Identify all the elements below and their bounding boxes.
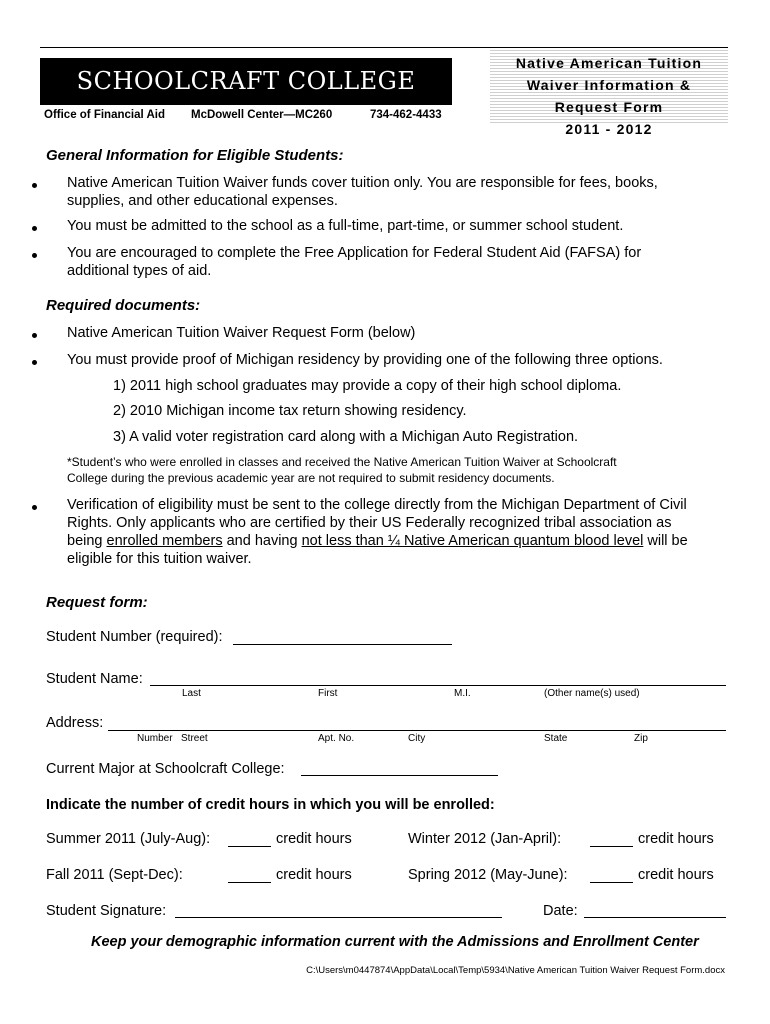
- addr-label-street: Street: [181, 733, 208, 744]
- student-number-label: Student Number (required):: [46, 629, 223, 645]
- major-field[interactable]: [301, 775, 498, 776]
- date-field[interactable]: [584, 917, 726, 918]
- date-label: Date:: [543, 903, 578, 919]
- college-logo: SCHOOLCRAFT COLLEGE: [40, 58, 452, 104]
- enrolled-members-text: enrolled members: [106, 533, 223, 549]
- name-label-other: (Other name(s) used): [544, 688, 640, 699]
- form-title-line-2: Waiver Information &: [526, 77, 692, 93]
- bullet: [32, 505, 37, 510]
- major-label: Current Major at Schoolcraft College:: [46, 761, 285, 777]
- credit-hours-heading: Indicate the number of credit hours in which you will be enrolled:: [46, 797, 495, 813]
- student-number-field[interactable]: [233, 644, 452, 645]
- logo-underline: [40, 104, 452, 105]
- residency-option-2: 2) 2010 Michigan income tax return showing residency.: [113, 403, 467, 419]
- summer-label: Summer 2011 (July-Aug):: [46, 831, 211, 847]
- addr-label-zip: Zip: [634, 733, 648, 744]
- required-docs-heading: Required documents:: [46, 297, 201, 314]
- general-item-3-line-2: additional types of aid.: [67, 263, 212, 279]
- general-item-3-line-1: You are encouraged to complete the Free Application for Federal Student Aid (FAFSA) for: [67, 245, 642, 261]
- winter-credits-field[interactable]: [590, 846, 633, 847]
- addr-label-number: Number: [137, 733, 173, 744]
- signature-field[interactable]: [175, 917, 502, 918]
- name-label-last: Last: [182, 688, 201, 699]
- summer-credit-hours-text: credit hours: [276, 831, 352, 847]
- summer-credits-field[interactable]: [228, 846, 271, 847]
- name-label-mi: M.I.: [454, 688, 471, 699]
- verification-line-2: Rights. Only applicants who are certified by their US Federally recognized tribal association as: [67, 515, 672, 531]
- bullet: [32, 360, 37, 365]
- winter-label: Winter 2012 (Jan-April):: [408, 831, 562, 847]
- bullet: [32, 253, 37, 258]
- addr-label-apt: Apt. No.: [318, 733, 355, 744]
- required-item-1: Native American Tuition Waiver Request Form (below): [67, 325, 416, 341]
- residency-note-line-2: College during the previous academic year are not required to submit residency documents.: [67, 471, 555, 485]
- bullet: [32, 226, 37, 231]
- bullet: [32, 183, 37, 188]
- general-info-heading: General Information for Eligible Students:: [46, 147, 344, 164]
- verification-line-1: Verification of eligibility must be sent to the college directly from the Michigan Department of Civil: [67, 497, 687, 513]
- general-item-1-line-2: supplies, and other educational expenses.: [67, 193, 338, 209]
- office-name: Office of Financial Aid: [44, 109, 165, 121]
- name-label-first: First: [318, 688, 338, 699]
- verification-line-3: being enrolled members and having not less than ¼ Native American quantum blood level will be: [67, 533, 688, 549]
- required-item-2: You must provide proof of Michigan residency by providing one of the following three options.: [67, 352, 663, 368]
- demographic-reminder: Keep your demographic information current with the Admissions and Enrollment Center: [91, 934, 699, 950]
- student-name-label: Student Name:: [46, 671, 143, 687]
- header-rule: [40, 47, 728, 48]
- form-title-year: 2011 - 2012: [565, 121, 653, 137]
- form-title-line-1: Native American Tuition: [515, 55, 703, 71]
- residency-option-1: 1) 2011 high school graduates may provide a copy of their high school diploma.: [113, 378, 622, 394]
- form-title-line-3: Request Form: [554, 99, 664, 115]
- office-phone: 734-462-4433: [370, 109, 442, 121]
- general-item-2: You must be admitted to the school as a full-time, part-time, or summer school student.: [67, 218, 624, 234]
- fall-credit-hours-text: credit hours: [276, 867, 352, 883]
- address-field[interactable]: [108, 730, 726, 731]
- file-path-footer: C:\Users\m0447874\AppData\Local\Temp\5934\Native American Tuition Waiver Request Form.docx: [306, 965, 725, 976]
- signature-label: Student Signature:: [46, 903, 167, 919]
- request-form-heading: Request form:: [46, 594, 148, 611]
- general-item-1-line-1: Native American Tuition Waiver funds cover tuition only. You are responsible for fees, books,: [67, 175, 658, 191]
- addr-label-state: State: [544, 733, 568, 744]
- residency-option-3: 3) A valid voter registration card along with a Michigan Auto Registration.: [113, 429, 579, 445]
- quantum-blood-text: not less than ¼ Native American quantum blood level: [301, 533, 644, 549]
- spring-credit-hours-text: credit hours: [638, 867, 714, 883]
- fall-credits-field[interactable]: [228, 882, 271, 883]
- fall-label: Fall 2011 (Sept-Dec):: [46, 867, 183, 883]
- winter-credit-hours-text: credit hours: [638, 831, 714, 847]
- bullet: [32, 333, 37, 338]
- addr-label-city: City: [408, 733, 426, 744]
- spring-label: Spring 2012 (May-June):: [408, 867, 568, 883]
- address-label: Address:: [46, 715, 104, 731]
- residency-note-line-1: *Student’s who were enrolled in classes and received the Native American Tuition Waiver at Schoolcraft: [67, 455, 617, 469]
- verification-line-4: eligible for this tuition waiver.: [67, 551, 252, 567]
- office-location: McDowell Center—MC260: [191, 109, 333, 121]
- student-name-field[interactable]: [150, 685, 726, 686]
- spring-credits-field[interactable]: [590, 882, 633, 883]
